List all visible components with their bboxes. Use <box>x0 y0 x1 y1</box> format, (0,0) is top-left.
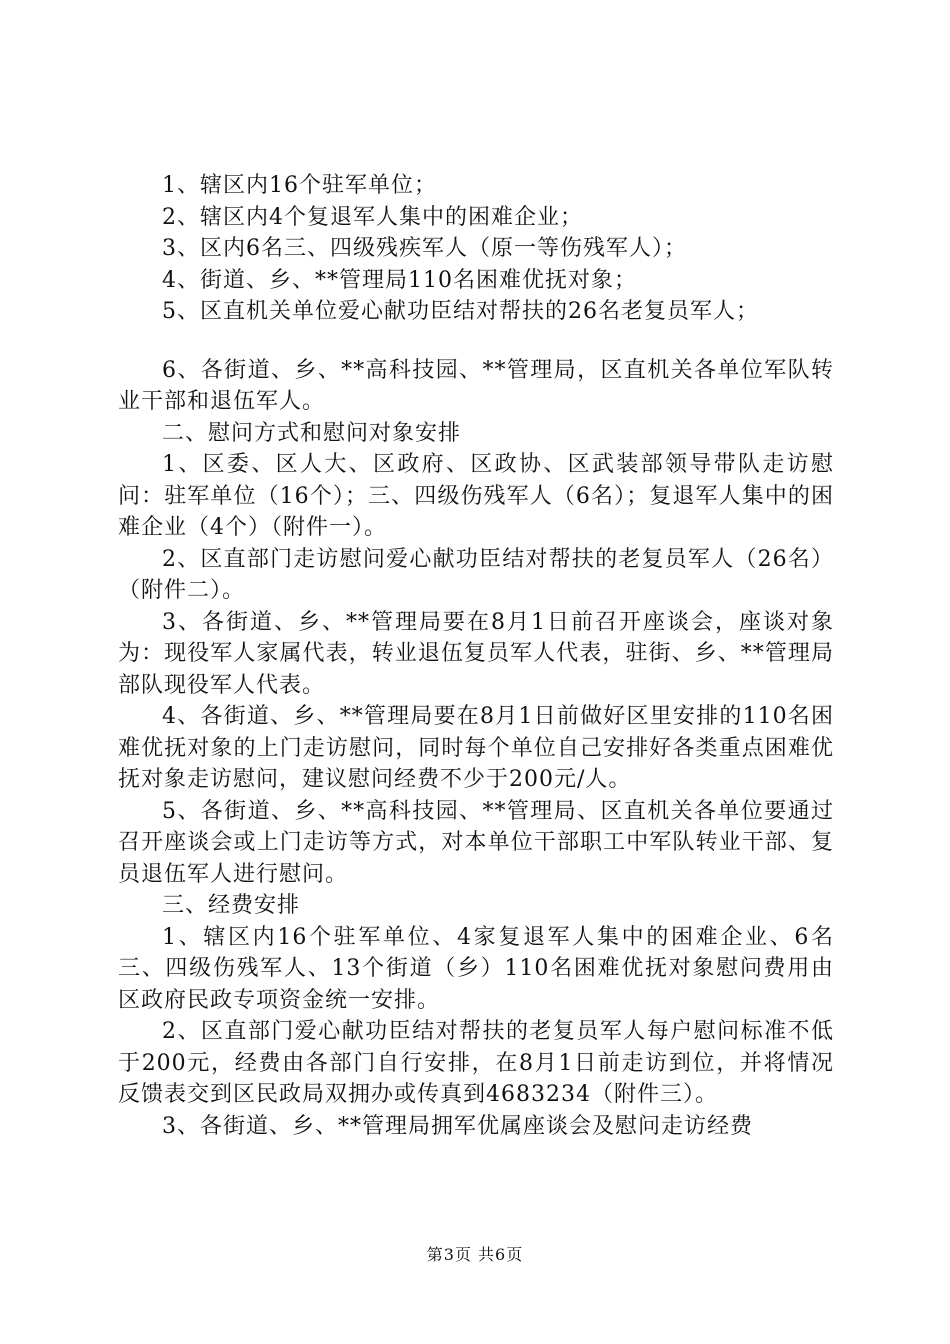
arrangement-item-2: 2、区直部门走访慰问爱心献功臣结对帮扶的老复员军人（26名）（附件二）。 <box>118 546 834 603</box>
section-heading-3: 三、经费安排 <box>162 893 301 918</box>
arrangement-item-4: 4、各街道、乡、**管理局要在8月1日前做好区里安排的110名困难优抚对象的上门走访慰问，同时每个单位自己安排好各类重点困难优抚对象走访慰问，建议慰问经费不少于200元/人。 <box>118 704 834 792</box>
list-item-4: 4、街道、乡、**管理局110名困难优抚对象； <box>162 267 637 293</box>
arrangement-item-3: 3、各街道、乡、**管理局要在8月1日前召开座谈会，座谈对象为：现役军人家属代表，转业退伍复员军人代表，驻街、乡、**管理局部队现役军人代表。 <box>118 609 834 698</box>
document-body <box>118 170 834 1142</box>
page-number-footer: 第3页 共6页 <box>426 1245 524 1264</box>
section-heading-2: 二、慰问方式和慰问对象安排 <box>162 420 462 446</box>
arrangement-item-5: 5、各街道、乡、**高科技园、**管理局、区直机关各单位要通过召开座谈会或上门走访等方式，对本单位干部职工中军队转业干部、复员退伍军人进行慰问。 <box>118 798 834 887</box>
arrangement-item-1: 1、区委、区人大、区政府、区政协、区武装部领导带队走访慰问：驻军单位（16个）；三、四级伤残军人（6名）；复退军人集中的困难企业（4个）（附件一）。 <box>118 452 834 540</box>
list-item-3: 3、区内6名三、四级残疾军人（原一等伤残军人）； <box>162 236 687 261</box>
list-item-5: 5、区直机关单位爱心献功臣结对帮扶的26名老复员军人； <box>162 299 759 324</box>
list-item-2: 2、辖区内4个复退军人集中的困难企业； <box>162 204 583 230</box>
funding-item-3: 3、各街道、乡、**管理局拥军优属座谈会及慰问走访经费 <box>162 1113 753 1139</box>
list-item-6: 6、各街道、乡、**高科技园、**管理局，区直机关各单位军队转业干部和退伍军人。 <box>118 357 834 414</box>
funding-item-2: 2、区直部门爱心献功臣结对帮扶的老复员军人每户慰问标准不低于200元，经费由各部门自行安排，在8月1日前走访到位，并将情况反馈表交到区民政局双拥办或传真到4683234（附件三）。 <box>118 1019 834 1107</box>
list-item-1: 1、辖区内16个驻军单位； <box>162 173 437 198</box>
funding-item-1: 1、辖区内16个驻军单位、4家复退军人集中的困难企业、6名三、四级伤残军人、13个街道（乡）110名困难优抚对象慰问费用由区政府民政专项资金统一安排。 <box>118 924 834 1013</box>
